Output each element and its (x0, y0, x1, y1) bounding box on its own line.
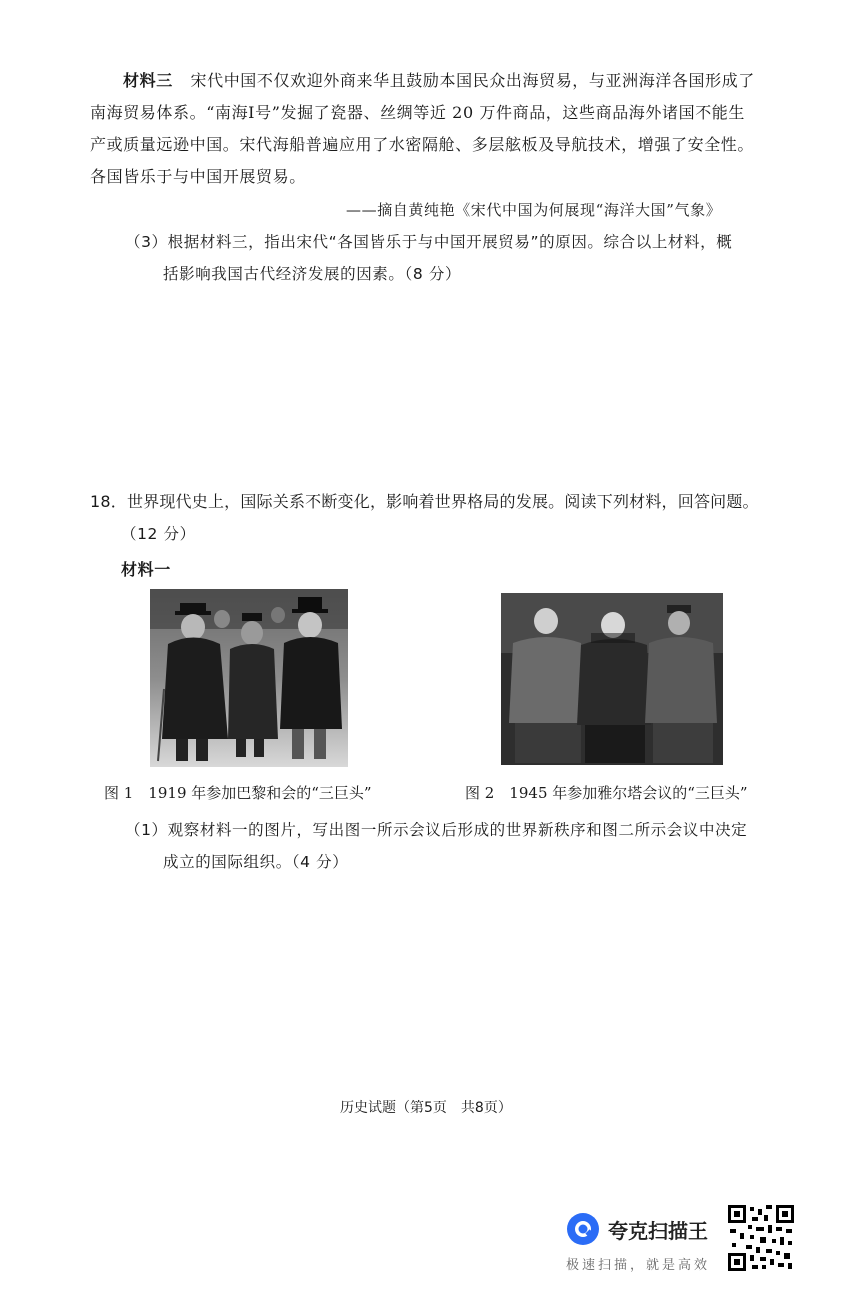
material3-source: ——摘自黄纯艳《宋代中国为何展现“海洋大国”气象》 (346, 201, 722, 219)
quark-logo-icon (566, 1212, 600, 1246)
figure1-caption: 图 1 1919 年参加巴黎和会的“三巨头” (104, 784, 372, 802)
brand-slogan: 极速扫描，就是高效 (566, 1258, 711, 1273)
question18-line1: 18．世界现代史上，国际关系不断变化，影响着世界格局的发展。阅读下列材料，回答问题。 (90, 492, 759, 511)
question18-line2: （12 分） (121, 525, 196, 543)
question3-line1: （3）根据材料三，指出宋代“各国皆乐于与中国开展贸易”的原因。综合以上材料，概 (125, 233, 733, 251)
material3-line3: 产或质量远逊中国。宋代海船普遍应用了水密隔舱、多层舷板及导航技术，增强了安全性。 (90, 135, 755, 154)
question3-line2: 括影响我国古代经济发展的因素。（8 分） (163, 265, 462, 283)
qr-code-icon (728, 1205, 794, 1271)
brand-name: 夸克扫描王 (608, 1218, 708, 1243)
material3-text-1: 宋代中国不仅欢迎外商来华且鼓励本国民众出海贸易，与亚洲海洋各国形成了 (190, 71, 755, 90)
material3-line4: 各国皆乐于与中国开展贸易。 (90, 167, 306, 186)
figure2-caption: 图 2 1945 年参加雅尔塔会议的“三巨头” (465, 784, 748, 802)
material1-label: 材料一 (121, 560, 171, 579)
page-footer: 历史试题（第5页 共8页） (340, 1100, 512, 1116)
figure1-photo (150, 589, 348, 767)
material3-line1 (123, 71, 755, 91)
figure2-photo (501, 593, 723, 765)
scanner-brand (566, 1212, 708, 1246)
material3-line2: 南海贸易体系。“南海Ⅰ号”发掘了瓷器、丝绸等近 20 万件商品，这些商品海外诸国不能生 (90, 103, 746, 122)
question18-1-line2: 成立的国际组织。（4 分） (163, 853, 349, 871)
question18-1-line1: （1）观察材料一的图片，写出图一所示会议后形成的世界新秩序和图二所示会议中决定 (125, 821, 748, 839)
material3-label: 材料三 (123, 71, 173, 90)
